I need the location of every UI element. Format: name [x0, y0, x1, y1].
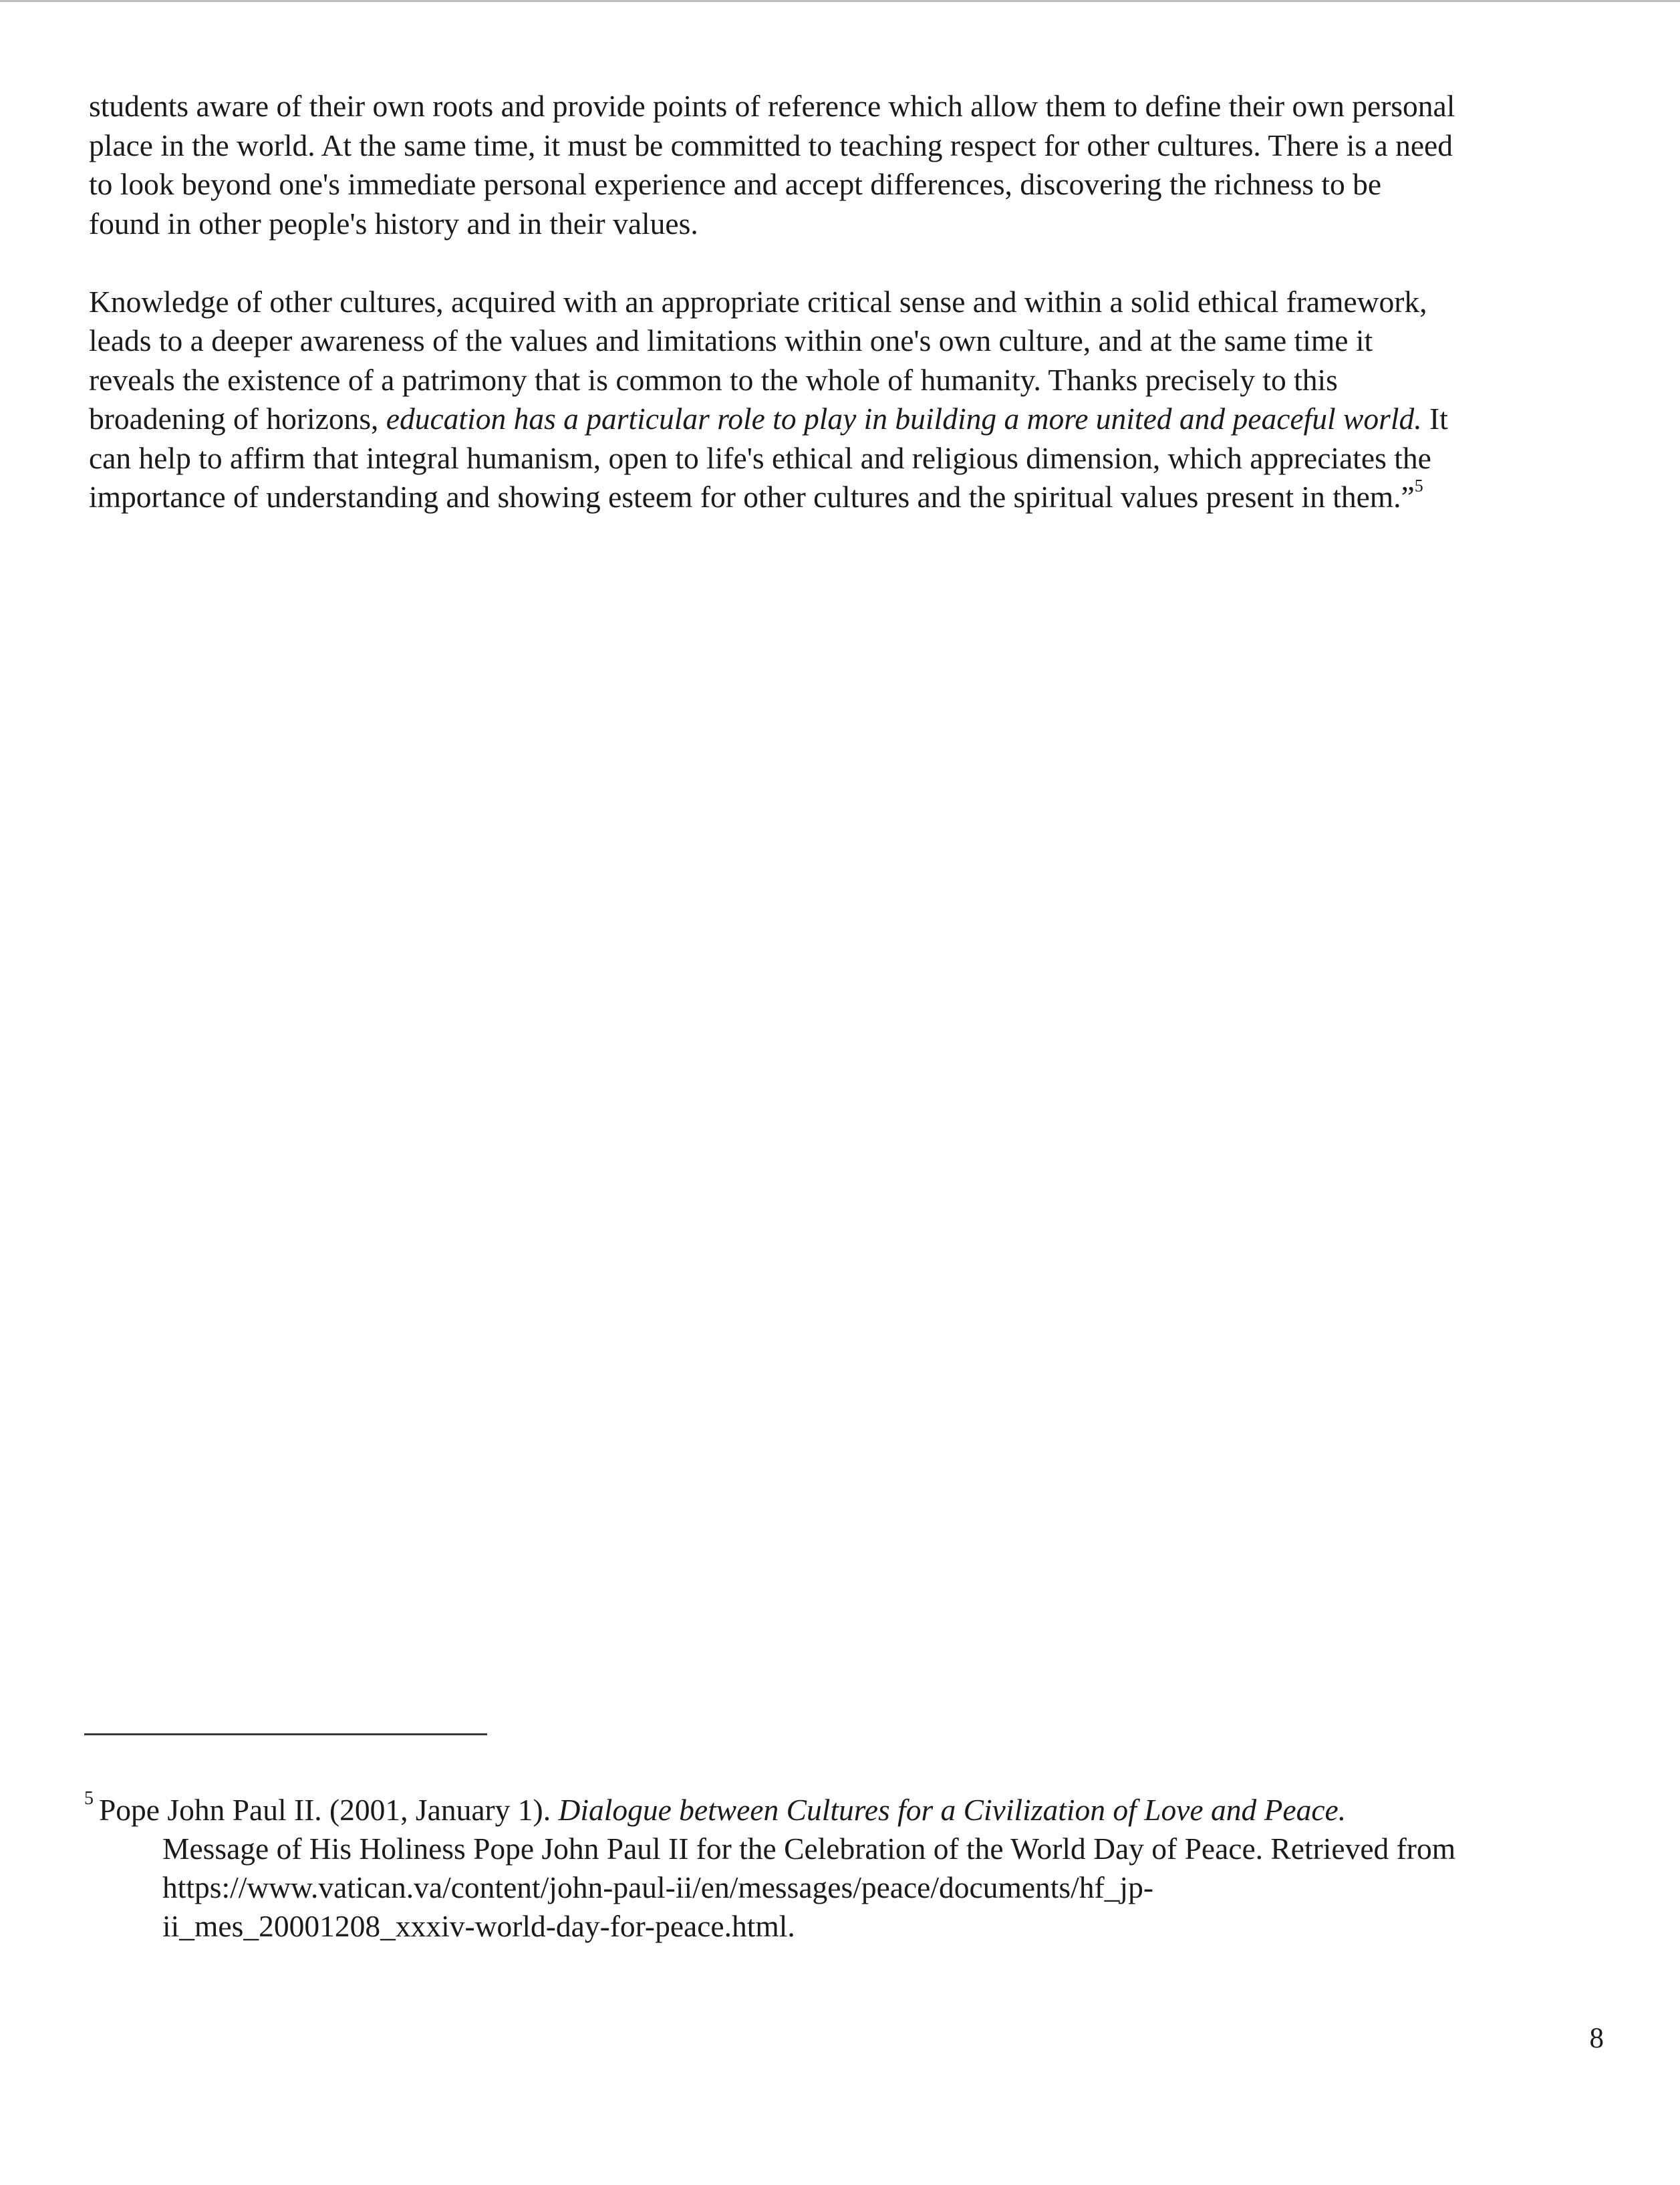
paragraph-2-line-6-text: importance of understanding and showing esteem for other cultures and the spiritual values present in them.”	[89, 480, 1415, 514]
paragraph-1-line-3: to look beyond one's immediate personal experience and accept differences, discovering the richness to be	[89, 167, 1382, 201]
footnote-url-line-2: ii_mes_20001208_xxxiv-world-day-for-peace.html.	[162, 1909, 795, 1943]
footnote	[84, 1788, 1608, 1946]
paragraph-2-line-3: reveals the existence of a patrimony that is common to the whole of humanity. Thanks precisely to this	[89, 362, 1338, 397]
footnote-url-line-1: https://www.vatican.va/content/john-paul-ii/en/messages/peace/documents/hf_jp-	[162, 1870, 1153, 1904]
paragraph-1-line-1: students aware of their own roots and provide points of reference which allow them to define their own personal	[89, 89, 1455, 123]
paragraph-2-line-1: Knowledge of other cultures, acquired with an appropriate critical sense and within a solid ethical framework,	[89, 284, 1427, 319]
emphasized-phrase: education has a particular role to play in building a more united and peaceful world.	[386, 402, 1422, 436]
footnote-line-2: Message of His Holiness Pope John Paul II for the Celebration of the World Day of Peace. Retrieved from	[162, 1832, 1456, 1866]
page-top-edge	[0, 0, 1680, 2]
body-text	[89, 87, 1606, 517]
footnote-line-1	[84, 1788, 1608, 1830]
footnote-title: Dialogue between Cultures for a Civilization of Love and Peace.	[558, 1793, 1347, 1827]
paragraph-gap	[89, 243, 1606, 283]
footnote-separator	[84, 1733, 487, 1735]
footnote-author-date: Pope John Paul II. (2001, January 1).	[99, 1793, 559, 1827]
paragraph-2-line-4-end: It	[1421, 402, 1448, 436]
paragraph-1-line-4: found in other people's history and in their values.	[89, 206, 698, 241]
footnote-number: 5	[84, 1788, 94, 1809]
footnote-reference[interactable]: 5	[1414, 476, 1423, 496]
paragraph-2-line-5: can help to affirm that integral humanism, open to life's ethical and religious dimension, which appreciates the	[89, 440, 1431, 475]
paragraph-2-line-4-start: broadening of horizons,	[89, 402, 386, 436]
page-number: 8	[1589, 2023, 1604, 2054]
paragraph-2-line-6	[89, 478, 1606, 517]
paragraph-2-line-2: leads to a deeper awareness of the values and limitations within one's own culture, and at the same time it	[89, 323, 1373, 357]
paragraph-2-line-4	[89, 400, 1606, 439]
paragraph-1-line-2: place in the world. At the same time, it must be committed to teaching respect for other cultures. There is a need	[89, 128, 1453, 162]
